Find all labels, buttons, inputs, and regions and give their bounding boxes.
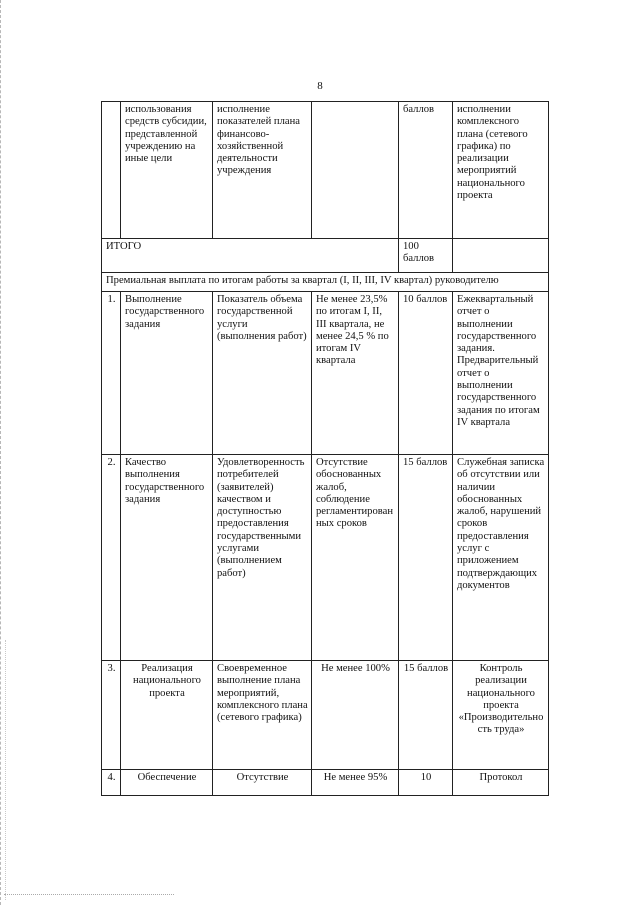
cell-name: использования средств субсидии, представленной учреждению на иные цели bbox=[121, 102, 213, 239]
row-indicator: Отсутствие bbox=[213, 770, 312, 796]
row-name: Выполнение государственного задания bbox=[121, 292, 213, 455]
row-points: 10 баллов bbox=[399, 292, 453, 455]
row-name: Обеспечение bbox=[121, 770, 213, 796]
row-number: 1. bbox=[102, 292, 121, 455]
row-points: 15 баллов bbox=[399, 455, 453, 661]
total-value: 100 баллов bbox=[399, 239, 453, 273]
row-number: 2. bbox=[102, 455, 121, 661]
table-row bbox=[102, 770, 549, 796]
row-number: 3. bbox=[102, 661, 121, 770]
row-number: 4. bbox=[102, 770, 121, 796]
cell-points: баллов bbox=[399, 102, 453, 239]
page-number: 8 bbox=[317, 80, 323, 92]
table-row bbox=[102, 661, 549, 770]
row-indicator: Удовлетворенность потребителей (заявителей) качеством и доступностью предоставления государственными услугами (выполнением работ) bbox=[213, 455, 312, 661]
total-label: ИТОГО bbox=[102, 239, 399, 273]
scan-edge-bottom bbox=[4, 893, 174, 895]
continuation-row bbox=[102, 102, 549, 239]
total-row bbox=[102, 239, 549, 273]
row-name: Качество выполнения государственного задания bbox=[121, 455, 213, 661]
section-header-row bbox=[102, 273, 549, 292]
cell-num bbox=[102, 102, 121, 239]
cell-criterion bbox=[312, 102, 399, 239]
row-points: 10 bbox=[399, 770, 453, 796]
row-criterion: Не менее 23,5% по итогам I, II, III квартала, не менее 24,5 % по итогам IV квартала bbox=[312, 292, 399, 455]
row-source: Ежеквартальный отчет о выполнении государственного задания. Предварительный отчет о выполнении государственного задания по итогам IV квартала bbox=[453, 292, 549, 455]
total-empty bbox=[453, 239, 549, 273]
criteria-table bbox=[101, 101, 549, 796]
table-row bbox=[102, 455, 549, 661]
row-criterion: Не менее 100% bbox=[312, 661, 399, 770]
row-source: Контроль реализации национального проекта «Производительность труда» bbox=[453, 661, 549, 770]
row-name: Реализация национального проекта bbox=[121, 661, 213, 770]
table-row bbox=[102, 292, 549, 455]
cell-indicator: исполнение показателей плана финансово-хозяйственной деятельности учреждения bbox=[213, 102, 312, 239]
cell-source: исполнении комплексного плана (сетевого графика) по реализации мероприятий национального проекта bbox=[453, 102, 549, 239]
scan-edge-left-dots bbox=[5, 640, 7, 900]
row-criterion: Не менее 95% bbox=[312, 770, 399, 796]
row-points: 15 баллов bbox=[399, 661, 453, 770]
row-source: Протокол bbox=[453, 770, 549, 796]
row-criterion: Отсутствие обоснованных жалоб, соблюдение регламентированных сроков bbox=[312, 455, 399, 661]
row-indicator: Своевременное выполнение плана мероприятий, комплексного плана (сетевого графика) bbox=[213, 661, 312, 770]
row-indicator: Показатель объема государственной услуги (выполнения работ) bbox=[213, 292, 312, 455]
section-header: Премиальная выплата по итогам работы за квартал (I, II, III, IV квартал) руководителю bbox=[102, 273, 549, 292]
row-source: Служебная записка об отсутствии или наличии обоснованных жалоб, нарушений сроков предоставления услуг с приложением подтверждающих документов bbox=[453, 455, 549, 661]
